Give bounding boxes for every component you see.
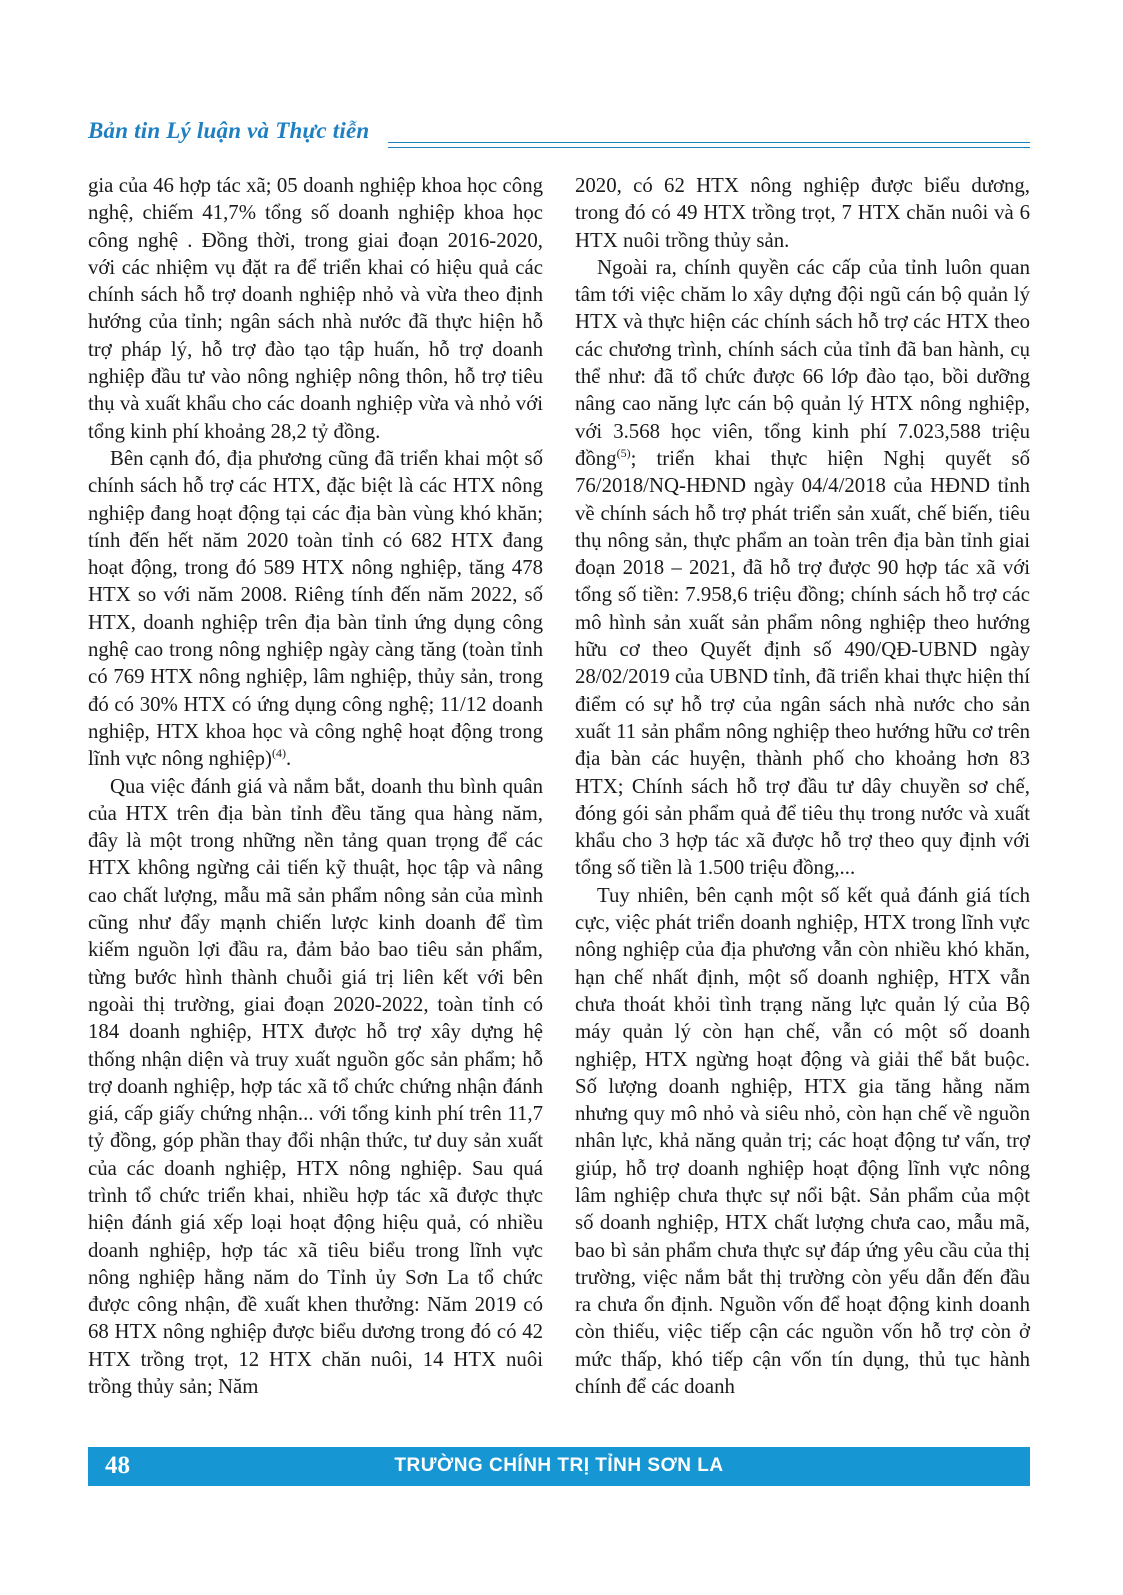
paragraph-text: Bên cạnh đó, địa phương cũng đã triển khai một số chính sách hỗ trợ các HTX, đặc biệt là các HTX nông nghiệp đang hoạt động tại các địa bàn vùng khó khăn; tính đến hết năm 2020 toàn tỉnh có 682 HTX đang hoạt động, trong đó 589 HTX nông nghiệp, tăng 478 HTX so với năm 2008. Riêng tính đến năm 2022, số HTX, doanh nghiệp trên địa bàn tỉnh ứng dụng công nghệ cao trong nông nghiệp ngày càng tăng (toàn tỉnh có 769 HTX nông nghiệp, lâm nghiệp, thủy sản, trong đó có 30% HTX có ứng dụng công nghệ; 11/12 doanh nghiệp, HTX khoa học và công nghệ hoạt động trong lĩnh vực nông nghiệp)	[88, 446, 543, 771]
paragraph: 2020, có 62 HTX nông nghiệp được biểu dương, trong đó có 49 HTX trồng trọt, 7 HTX chăn nuôi và 6 HTX nuôi trồng thủy sản.	[575, 174, 1030, 252]
paragraph	[575, 254, 1030, 882]
page-footer	[88, 1447, 1030, 1486]
right-column	[575, 172, 1030, 1400]
footnote-ref: (4)	[271, 746, 286, 761]
page-number: 48	[105, 1452, 130, 1479]
paragraph-text: Ngoài ra, chính quyền các cấp của tỉnh luôn quan tâm tới việc chăm lo xây dựng đội ngũ cán bộ quản lý HTX và thực hiện các chính sách hỗ trợ các HTX theo các chương trình, chính sách của tỉnh đã ban hành, cụ thể như: đã tổ chức được 66 lớp đào tạo, bồi dưỡng nâng cao năng lực cán bộ quản lý HTX nông nghiệp, với 3.568 học viên, tổng kinh phí 7.023,588 triệu đồng	[575, 255, 1030, 470]
paragraph: gia của 46 hợp tác xã; 05 doanh nghiệp khoa học công nghệ, chiếm 41,7% tổng số doanh nghiệp khoa học công nghệ . Đồng thời, trong giai đoạn 2016-2020, với các nhiệm vụ đặt ra để triển khai có hiệu quả các chính sách hỗ trợ doanh nghiệp nhỏ và vừa theo định hướng của tỉnh; ngân sách nhà nước đã thực hiện hỗ trợ pháp lý, hỗ trợ đào tạo tập huấn, hỗ trợ doanh nghiệp đầu tư vào nông nghiệp nông thôn, hỗ trợ tiêu thụ và xuất khẩu cho các doanh nghiệp vừa và nhỏ với tổng kinh phí khoảng 28,2 tỷ đồng.	[88, 174, 543, 443]
left-column	[88, 172, 543, 1400]
header-double-rule	[388, 142, 1030, 148]
paragraph-end: ; triển khai thực hiện Nghị quyết số 76/2018/NQ-HĐND ngày 04/4/2018 của HĐND tỉnh về chính sách hỗ trợ phát triển sản xuất, chế biến, tiêu thụ nông sản, thực phẩm an toàn trên địa bàn tỉnh giai đoạn 2018 – 2021, đã hỗ trợ được 90 hợp tác xã với tổng số tiền: 7.958,6 triệu đồng; chính sách hỗ trợ các mô hình sản xuất sản phẩm nông nghiệp theo hướng hữu cơ theo Quyết định số 490/QĐ-UBND ngày 28/02/2019 của UBND tỉnh, đã triển khai thực hiện thí điểm có sự hỗ trợ của ngân sách nhà nước cho sản xuất 11 sản phẩm nông nghiệp theo hướng hữu cơ trên địa bàn các huyện, thành phố cho khoảng hơn 83 HTX; Chính sách hỗ trợ đầu tư dây chuyền sơ chế, đóng gói sản phẩm quả để tiêu thụ trong nước và xuất khẩu cho 3 hợp tác xã được hỗ trợ theo quy định với tổng số tiền là 1.500 triệu đồng,...	[575, 446, 1030, 880]
paragraph: Qua việc đánh giá và nắm bắt, doanh thu bình quân của HTX trên địa bàn tỉnh đều tăng qua hàng năm, đây là một trong những nền tảng quan trọng để các HTX không ngừng cải tiến kỹ thuật, học tập và nâng cao chất lượng, mẫu mã sản phẩm nông sản của mình cũng như đẩy mạnh chiến lược kinh doanh để tìm kiếm nguồn lợi đầu ra, đảm bảo bao tiêu sản phẩm, từng bước hình thành chuỗi giá trị liên kết với bên ngoài thị trường, giai đoạn 2020-2022, toàn tỉnh có 184 doanh nghiệp, HTX được hỗ trợ xây dựng hệ thống nhận diện và truy xuất nguồn gốc sản phẩm; hỗ trợ doanh nghiệp, hợp tác xã tổ chức chứng nhận đánh giá, cấp giấy chứng nhận... với tổng kinh phí trên 11,7 tỷ đồng, góp phần thay đổi nhận thức, tư duy sản xuất của các doanh nghiệp, HTX nông nghiệp. Sau quá trình tổ chức triển khai, nhiều hợp tác xã được thực hiện đánh giá xếp loại hoạt động hiệu quả, có nhiều doanh nghiệp, hợp tác xã tiêu biểu trong lĩnh vực nông nghiệp hằng năm do Tỉnh ủy Sơn La tổ chức được công nhận, đề xuất khen thưởng: Năm 2019 có 68 HTX nông nghiệp được biểu dương trong đó có 42 HTX trồng trọt, 12 HTX chăn nuôi, 14 HTX nuôi trồng thủy sản; Năm	[88, 774, 543, 1399]
footer-title: TRƯỜNG CHÍNH TRỊ TỈNH SƠN LA	[394, 1455, 724, 1476]
page-header	[88, 118, 1030, 152]
paragraph-end: .	[285, 747, 292, 771]
publication-title: Bản tin Lý luận và Thực tiễn	[88, 118, 370, 143]
paragraph: Tuy nhiên, bên cạnh một số kết quả đánh giá tích cực, việc phát triển doanh nghiệp, HTX trong lĩnh vực nông nghiệp của địa phương vẫn còn nhiều khó khăn, hạn chế nhất định, một số doanh nghiệp, HTX vẫn chưa thoát khỏi tình trạng năng lực quản lý của Bộ máy quản lý còn hạn chế, vẫn có một số doanh nghiệp, HTX ngừng hoạt động và giải thể bắt buộc. Số lượng doanh nghiệp, HTX gia tăng hằng năm nhưng quy mô nhỏ và siêu nhỏ, còn hạn chế về nguồn nhân lực, khả năng quản trị; các hoạt động tư vấn, trợ giúp, hỗ trợ doanh nghiệp hoạt động lĩnh vực nông lâm nghiệp chưa thực sự nổi bật. Sản phẩm của một số doanh nghiệp, HTX chất lượng chưa cao, mẫu mã, bao bì sản phẩm chưa thực sự đáp ứng yêu cầu của thị trường, việc nắm bắt thị trường còn yếu dẫn đến đầu ra chưa ổn định. Nguồn vốn để hoạt động kinh doanh còn thiếu, việc tiếp cận các nguồn vốn hỗ trợ còn ở mức thấp, khó tiếp cận vốn tín dụng, thủ tục hành chính để các doanh	[575, 883, 1030, 1399]
footnote-ref: (5)	[616, 446, 631, 461]
paragraph	[88, 445, 543, 773]
